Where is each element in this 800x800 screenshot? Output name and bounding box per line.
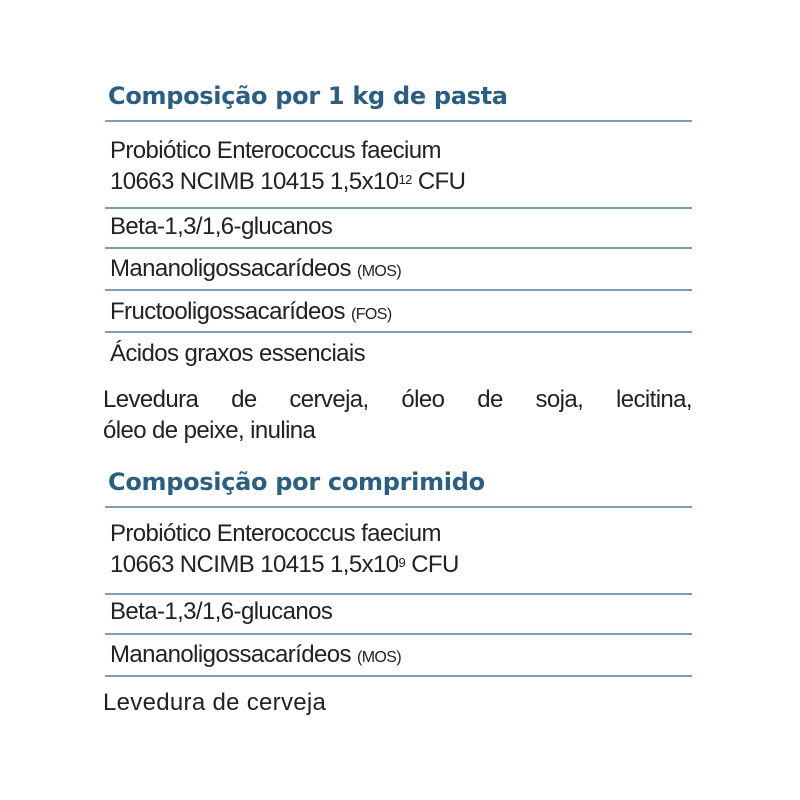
unit: CFU xyxy=(411,551,459,578)
divider xyxy=(105,120,692,122)
ingredient-name: Beta-1,3/1,6-glucanos xyxy=(110,598,333,625)
divider xyxy=(105,247,692,249)
other-ingredients xyxy=(103,384,692,446)
ingredient-name: Mananoligossacarídeos xyxy=(110,641,351,668)
divider xyxy=(105,289,692,291)
ingredient-name: Beta-1,3/1,6-glucanos xyxy=(110,213,333,240)
section-title-paste: Composição por 1 kg de pasta xyxy=(108,82,508,110)
ingredient-name: Mananoligossacarídeos xyxy=(110,255,351,282)
ingredient-item xyxy=(110,296,392,330)
ingredient-item xyxy=(110,253,401,287)
section-title-tablet: Composição por comprimido xyxy=(108,468,485,496)
divider xyxy=(105,506,692,508)
ingredient-probiotic xyxy=(110,518,459,580)
probiotic-name: Probiótico Enterococcus faecium xyxy=(110,137,441,164)
ingredient-abbr: (FOS) xyxy=(351,306,392,323)
exponent: 9 xyxy=(398,555,406,570)
ingredient-item xyxy=(110,596,332,627)
ingredient-name: Ácidos graxos essenciais xyxy=(110,340,366,367)
other-ingredients: Levedura de cerveja xyxy=(103,689,327,716)
probiotic-strain: 10663 NCIMB 10415 1,5x10 xyxy=(110,551,399,578)
ingredient-item xyxy=(110,639,401,673)
others-line: Levedura de cerveja, óleo de soja, lecitina, xyxy=(103,386,692,413)
ingredient-item xyxy=(110,211,332,242)
probiotic-name: Probiótico Enterococcus faecium xyxy=(110,520,441,547)
divider xyxy=(105,675,692,677)
ingredient-name: Fructooligossacarídeos xyxy=(110,298,345,325)
divider xyxy=(105,207,692,209)
ingredient-abbr: (MOS) xyxy=(356,263,402,280)
ingredient-abbr: (MOS) xyxy=(356,649,402,666)
divider xyxy=(105,331,692,333)
others-line: óleo de peixe, inulina xyxy=(103,417,316,444)
ingredient-probiotic xyxy=(110,135,465,197)
unit: CFU xyxy=(417,168,466,195)
ingredient-item xyxy=(110,338,365,369)
probiotic-strain: 10663 NCIMB 10415 1,5x10 xyxy=(110,168,399,195)
divider xyxy=(105,633,692,635)
divider xyxy=(105,593,692,595)
exponent: 12 xyxy=(398,172,412,187)
